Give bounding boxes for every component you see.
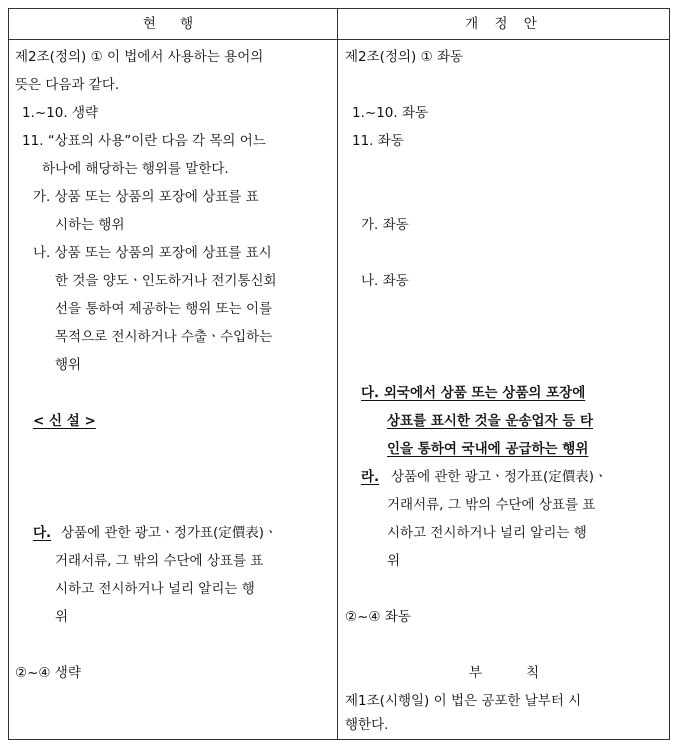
right-addenda-line1: 제1조(시행일) 이 법은 공포한 날부터 시 (345, 693, 582, 709)
left-na-line3: 선을 통하여 제공하는 행위 또는 이를 (55, 301, 273, 317)
left-da-line2: 거래서류, 그 밖의 수단에 상표를 표 (55, 553, 264, 569)
right-da-line1: 다. 외국에서 상품 또는 상품의 포장에 (361, 385, 586, 401)
right-para2-4: ②~④ 좌동 (345, 609, 411, 625)
left-item11-line1: 11. “상표의 사용”이란 다음 각 목의 어느 (22, 133, 266, 149)
left-new-marker: < 신 설 > (33, 413, 96, 429)
left-da-marker: 다. (33, 525, 52, 541)
left-item1-10: 1.~10. 생략 (22, 105, 99, 121)
right-addenda-title: 부 칙 (468, 665, 540, 681)
right-da-line3: 인을 통하여 국내에 공급하는 행위 (387, 441, 589, 457)
right-ra-marker: 라. (361, 469, 380, 485)
right-item1-10: 1.~10. 좌동 (352, 105, 429, 121)
right-ra-line3: 시하고 전시하거나 널리 알리는 행 (387, 525, 587, 541)
right-ra-line4: 위 (387, 553, 401, 569)
header-current: 현 행 (142, 16, 204, 32)
left-na-line1: 나. 상품 또는 상품의 포장에 상표를 표시 (33, 245, 272, 261)
left-ga-line1: 가. 상품 또는 상품의 포장에 상표를 표 (33, 189, 259, 205)
left-para2-4: ②~④ 생략 (15, 665, 81, 681)
right-ra-line1: 상품에 관한 광고ㆍ정가표(定價表)ㆍ (391, 469, 608, 485)
left-na-line5: 행위 (55, 357, 82, 373)
left-ga-line2: 시하는 행위 (55, 217, 125, 233)
right-ga: 가. 좌동 (361, 217, 409, 233)
left-na-line4: 목적으로 전시하거나 수출ㆍ수입하는 (55, 329, 273, 345)
comparison-table (8, 8, 670, 740)
left-da-line1: 상품에 관한 광고ㆍ정가표(定價表)ㆍ (61, 525, 278, 541)
right-art2: 제2조(정의) ① 좌동 (345, 49, 464, 65)
right-na: 나. 좌동 (361, 273, 409, 289)
right-da-line2: 상표를 표시한 것을 운송업자 등 타 (387, 413, 594, 429)
right-ra-line2: 거래서류, 그 밖의 수단에 상표를 표 (387, 497, 596, 513)
right-item11: 11. 좌동 (352, 133, 404, 149)
left-da-line3: 시하고 전시하거나 널리 알리는 행 (55, 581, 255, 597)
left-item11-line2: 하나에 해당하는 행위를 말한다. (42, 161, 229, 177)
header-divider (9, 39, 669, 40)
left-art2-line1: 제2조(정의) ① 이 법에서 사용하는 용어의 (15, 49, 264, 65)
column-divider (337, 9, 338, 739)
right-addenda-line2: 행한다. (345, 717, 389, 733)
left-na-line2: 한 것을 양도ㆍ인도하거나 전기통신회 (55, 273, 277, 289)
left-da-line4: 위 (55, 609, 69, 625)
header-amendment: 개 정 안 (465, 16, 543, 32)
left-art2-line2: 뜻은 다음과 같다. (15, 77, 120, 93)
